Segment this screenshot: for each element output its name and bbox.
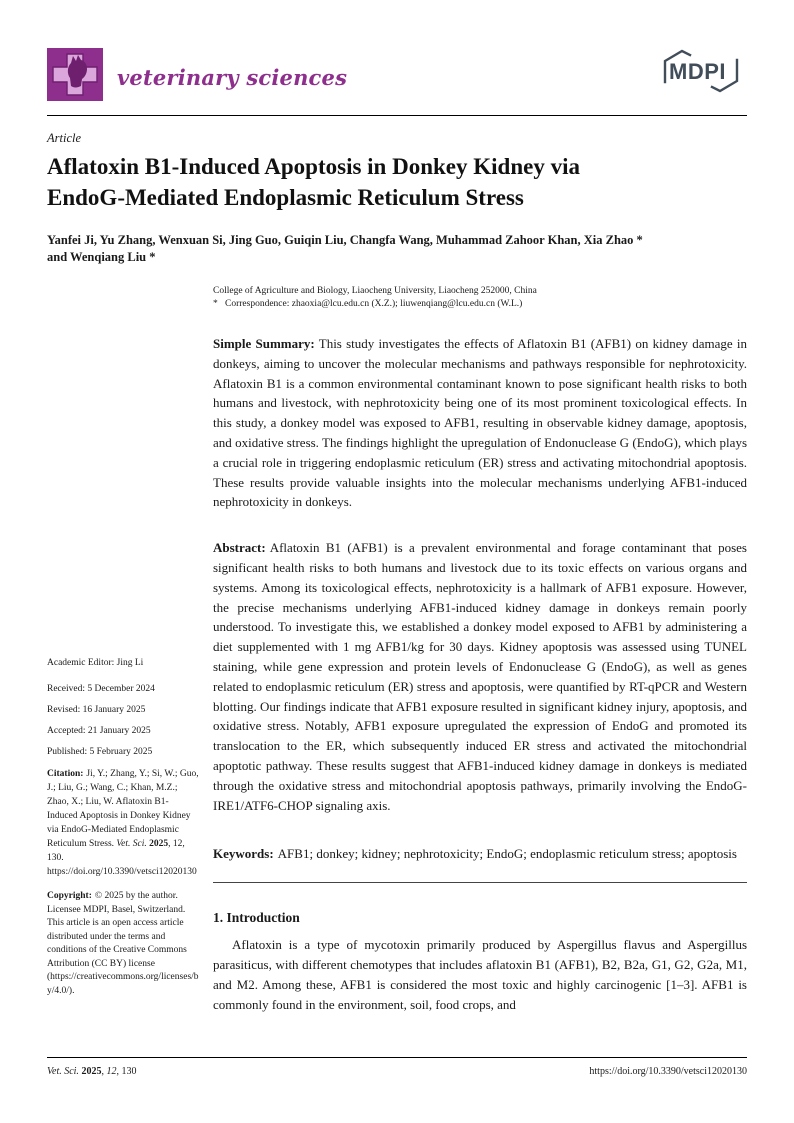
main-column bbox=[213, 285, 747, 1014]
article-type-label: Article bbox=[47, 131, 82, 145]
received-date: Received: 5 December 2024 bbox=[47, 684, 155, 694]
abstract-label: Abstract: bbox=[213, 540, 266, 556]
page-title bbox=[47, 151, 747, 213]
copyright-block bbox=[47, 890, 199, 998]
abstract bbox=[213, 538, 747, 815]
keywords-text: AFB1; donkey; kidney; nephrotoxicity; EndoG; endoplasmic reticulum stress; apoptosis bbox=[277, 846, 737, 862]
academic-editor: Academic Editor: Jing Li bbox=[47, 658, 144, 668]
footer-journal-pages: , 130 bbox=[116, 1066, 137, 1077]
citation-text: Ji, Y.; Zhang, Y.; Si, W.; Guo, J.; Liu, G.; Wang, C.; Khan, M.Z.; Zhao, X.; Liu, W. Aflatoxin B1-Induced Apoptosis in Donkey Kidney via EndoG-Mediated Endoplasmic Reticulum Stress. bbox=[47, 769, 199, 849]
keywords bbox=[213, 844, 747, 864]
authors-line-2: and Wenqiang Liu * bbox=[47, 249, 156, 264]
footer-journal-year: 2025 bbox=[81, 1066, 102, 1077]
section-1-paragraph: Aflatoxin is a type of mycotoxin primarily produced by Aspergillus flavus and Aspergillus parasiticus, with different chemotypes that includes aflatoxin B1 (AFB1), B2, B2a, G1, G2, G2a, M1, and M2. Among these, AFB1 is considered the most toxic and highly carcinogenic [1–3]. AFB1 is commonly found in the environment, soil, food crops, and bbox=[213, 937, 747, 1012]
revised-date: Revised: 16 January 2025 bbox=[47, 705, 146, 715]
header-divider bbox=[47, 115, 747, 116]
abstract-text: Aflatoxin B1 (AFB1) is a prevalent environmental and forage contaminant that poses significant health risks to both humans and livestock due to its toxic effects on various organs and systems. Among its toxicological effects, nephrotoxicity is a hallmark of AFB1 exposure. However, the precise mechanisms underlying AFB1-induced kidney damage in donkeys remain poorly understood. To investigate this, we established a donkey model exposed to AFB1 by administering a diet supplemented with 1 mg AFB1/kg for 30 days. Kidney apoptosis was assessed using TUNEL staining, while gene expression and protein levels of Endonuclease G (EndoG), as well as genes related to endoplasmic reticulum (ER) stress and apoptosis, were quantified by RT-qPCR and Western blotting. Our findings indicate that AFB1 exposure resulted in significant kidney injury, apoptosis, and oxidative stress. Notably, AFB1 exposure upregulated the expression of EndoG and promoted its translocation to the ER, which subsequently induced ER stress and activated the mitochondrial apoptotic pathway. These results suggest that AFB1-induced kidney damage in donkeys is mediated through the oxidative stress and mitochondrial apoptosis pathways, primarily involving the EndoG-IRE1/ATF6-CHOP signaling axis. bbox=[213, 540, 747, 813]
left-sidebar bbox=[47, 285, 199, 1014]
correspondence-text[interactable]: Correspondence: zhaoxia@lcu.edu.cn (X.Z.); liuwenqiang@lcu.edu.cn (W.L.) bbox=[225, 298, 523, 309]
footer-divider bbox=[47, 1057, 747, 1058]
citation-journal: Vet. Sci. bbox=[116, 839, 147, 849]
correspondence-marker: * bbox=[213, 298, 218, 309]
copyright-label: Copyright: bbox=[47, 891, 92, 901]
mdpi-logo-icon bbox=[655, 48, 747, 99]
page-header bbox=[47, 48, 747, 104]
footer-journal-ref bbox=[47, 1066, 136, 1077]
simple-summary-label: Simple Summary: bbox=[213, 336, 315, 351]
article-history bbox=[47, 683, 199, 759]
authors-line-1: Yanfei Ji, Yu Zhang, Wenxuan Si, Jing Guo, Guiqin Liu, Changfa Wang, Muhammad Zahoor Khan, Xia Zhao * bbox=[47, 233, 643, 247]
accepted-date: Accepted: 21 January 2025 bbox=[47, 726, 151, 736]
copyright-text: © 2025 by the author. Licensee MDPI, Basel, Switzerland. This article is an open access article distributed under the terms and conditions of the Creative Commons Attribution (CC BY) license (https://creativecommons.org/licenses/by/4.0/). bbox=[47, 891, 199, 996]
title-line-1: Aflatoxin B1-Induced Apoptosis in Donkey Kidney via bbox=[47, 154, 580, 179]
abstract-body-divider bbox=[213, 882, 747, 883]
footer-doi-link[interactable]: https://doi.org/10.3390/vetsci12020130 bbox=[589, 1066, 747, 1077]
published-date: Published: 5 February 2025 bbox=[47, 747, 153, 757]
page-footer bbox=[47, 1057, 747, 1077]
footer-journal-name: Vet. Sci. bbox=[47, 1066, 79, 1077]
journal-brand bbox=[47, 48, 347, 106]
journal-name: veterinary sciences bbox=[117, 64, 348, 90]
mdpi-logo-text: MDPI bbox=[669, 59, 726, 84]
keywords-label: Keywords: bbox=[213, 846, 274, 862]
citation-block bbox=[47, 767, 199, 879]
citation-label: Citation: bbox=[47, 769, 84, 779]
citation-tail: , 12, 130. https://doi.org/10.3390/vetsci12020130 bbox=[47, 839, 197, 877]
simple-summary bbox=[213, 334, 747, 512]
section-1-heading: 1. Introduction bbox=[213, 910, 300, 926]
title-line-2: EndoG-Mediated Endoplasmic Reticulum Stress bbox=[47, 185, 524, 210]
footer-journal-volume: 12 bbox=[106, 1066, 117, 1077]
footer-comma: , bbox=[101, 1066, 107, 1077]
author-list bbox=[47, 232, 747, 265]
simple-summary-text: This study investigates the effects of Aflatoxin B1 (AFB1) on kidney damage in donkeys, aiming to uncover the molecular mechanisms and pathways responsible for nephrotoxicity. Aflatoxin B1 is a common environmental contaminant known to pose significant health risks to both humans and livestock, with nephrotoxicity being one of its most prominent toxicological effects. In this study, a donkey model was exposed to AFB1, resulting in observable kidney damage, apoptosis, and oxidative stress. The findings highlight the upregulation of Endonuclease G (EndoG), which plays a crucial role in triggering endoplasmic reticulum (ER) stress and activating mitochondrial apoptosis. These results provide valuable insights into the molecular mechanisms underlying AFB1-induced nephrotoxicity in donkeys. bbox=[213, 336, 748, 510]
veterinary-sciences-logo-icon bbox=[47, 48, 103, 106]
affiliation: College of Agriculture and Biology, Liaocheng University, Liaocheng 252000, China bbox=[213, 286, 537, 296]
correspondence-line bbox=[213, 298, 747, 311]
citation-year: 2025 bbox=[149, 839, 169, 849]
